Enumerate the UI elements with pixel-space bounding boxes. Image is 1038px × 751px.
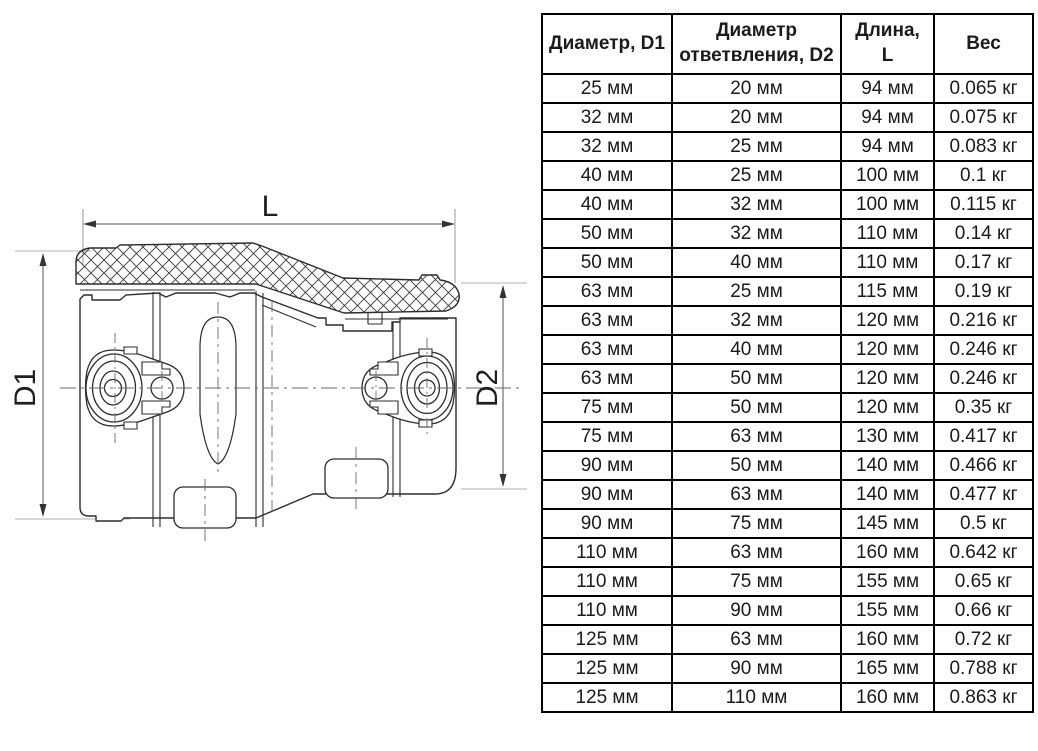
table-row [542,190,1033,219]
table-cell: 0.115 кг [934,190,1033,219]
table-cell: 0.1 кг [934,161,1033,190]
table-cell: 63 мм [672,480,841,509]
table-row [542,480,1033,509]
table-cell: 145 мм [841,509,934,538]
table-cell: 0.17 кг [934,248,1033,277]
col-header-diameter-d1: Диаметр, D1 [542,14,672,74]
spec-table-body [542,74,1033,712]
table-cell: 50 мм [672,364,841,393]
col-header-weight: Вес [934,14,1033,74]
table-row [542,451,1033,480]
table-cell: 0.466 кг [934,451,1033,480]
table-cell: 63 мм [542,277,672,306]
table-cell: 125 мм [542,625,672,654]
col-header-branch-diameter-d2: Диаметр ответвления, D2 [672,14,841,74]
table-cell: 63 мм [542,364,672,393]
table-cell: 0.72 кг [934,625,1033,654]
table-cell: 0.65 кг [934,567,1033,596]
table-cell: 75 мм [542,393,672,422]
spec-table [541,13,1034,713]
table-cell: 94 мм [841,103,934,132]
table-row [542,683,1033,712]
table-cell: 0.477 кг [934,480,1033,509]
table-cell: 90 мм [672,654,841,683]
table-cell: 0.788 кг [934,654,1033,683]
table-cell: 63 мм [672,422,841,451]
table-cell: 50 мм [542,248,672,277]
table-cell: 125 мм [542,654,672,683]
table-row [542,364,1033,393]
table-cell: 25 мм [672,161,841,190]
table-cell: 120 мм [841,393,934,422]
table-cell: 50 мм [542,219,672,248]
table-row [542,335,1033,364]
table-cell: 20 мм [672,103,841,132]
table-cell: 155 мм [841,596,934,625]
table-cell: 120 мм [841,364,934,393]
table-row [542,74,1033,103]
table-row [542,277,1033,306]
table-cell: 0.075 кг [934,103,1033,132]
table-cell: 0.66 кг [934,596,1033,625]
table-cell: 0.14 кг [934,219,1033,248]
table-cell: 120 мм [841,335,934,364]
spec-table-head [542,14,1033,74]
table-cell: 90 мм [542,451,672,480]
table-row [542,625,1033,654]
table-row [542,422,1033,451]
table-row [542,132,1033,161]
table-row [542,161,1033,190]
table-cell: 75 мм [672,509,841,538]
table-cell: 20 мм [672,74,841,103]
table-cell: 160 мм [841,538,934,567]
table-cell: 63 мм [542,335,672,364]
table-row [542,248,1033,277]
table-cell: 160 мм [841,625,934,654]
table-cell: 90 мм [542,509,672,538]
table-row [542,538,1033,567]
col-header-length-l: Длина, L [841,14,934,74]
table-cell: 32 мм [672,306,841,335]
table-row [542,219,1033,248]
table-cell: 94 мм [841,132,934,161]
table-cell: 25 мм [672,277,841,306]
right-bottom-tab [325,459,388,498]
table-cell: 63 мм [672,538,841,567]
table-cell: 32 мм [542,132,672,161]
table-row [542,567,1033,596]
table-cell: 63 мм [542,306,672,335]
table-cell: 165 мм [841,654,934,683]
table-cell: 0.216 кг [934,306,1033,335]
table-cell: 50 мм [672,393,841,422]
table-cell: 140 мм [841,480,934,509]
table-cell: 50 мм [672,451,841,480]
table-row [542,596,1033,625]
table-cell: 40 мм [542,161,672,190]
table-cell: 110 мм [542,596,672,625]
table-cell: 100 мм [841,161,934,190]
table-cell: 0.246 кг [934,364,1033,393]
header-row [542,14,1033,74]
table-cell: 0.19 кг [934,277,1033,306]
table-cell: 0.246 кг [934,335,1033,364]
table-cell: 75 мм [672,567,841,596]
dim-label-d2: D2 [471,368,504,408]
table-row [542,509,1033,538]
table-cell: 40 мм [672,248,841,277]
table-cell: 110 мм [841,248,934,277]
table-cell: 94 мм [841,74,934,103]
table-row [542,103,1033,132]
table-cell: 110 мм [542,567,672,596]
table-cell: 115 мм [841,277,934,306]
table-cell: 25 мм [542,74,672,103]
table-cell: 90 мм [672,596,841,625]
table-cell: 75 мм [542,422,672,451]
table-cell: 155 мм [841,567,934,596]
table-cell: 110 мм [841,219,934,248]
table-cell: 25 мм [672,132,841,161]
table-cell: 160 мм [841,683,934,712]
table-cell: 40 мм [542,190,672,219]
table-cell: 110 мм [672,683,841,712]
table-cell: 0.35 кг [934,393,1033,422]
table-row [542,654,1033,683]
table-row [542,393,1033,422]
table-cell: 0.5 кг [934,509,1033,538]
table-cell: 32 мм [542,103,672,132]
table-cell: 63 мм [672,625,841,654]
table-cell: 0.863 кг [934,683,1033,712]
dim-label-d1: D1 [9,368,42,408]
dim-label-length: L [261,190,279,223]
table-cell: 0.642 кг [934,538,1033,567]
table-cell: 130 мм [841,422,934,451]
table-cell: 32 мм [672,190,841,219]
table-cell: 90 мм [542,480,672,509]
table-cell: 125 мм [542,683,672,712]
table-cell: 40 мм [672,335,841,364]
table-cell: 0.417 кг [934,422,1033,451]
table-cell: 120 мм [841,306,934,335]
table-cell: 100 мм [841,190,934,219]
table-cell: 32 мм [672,219,841,248]
table-cell: 110 мм [542,538,672,567]
table-row [542,306,1033,335]
table-cell: 0.065 кг [934,74,1033,103]
table-cell: 0.083 кг [934,132,1033,161]
table-cell: 140 мм [841,451,934,480]
